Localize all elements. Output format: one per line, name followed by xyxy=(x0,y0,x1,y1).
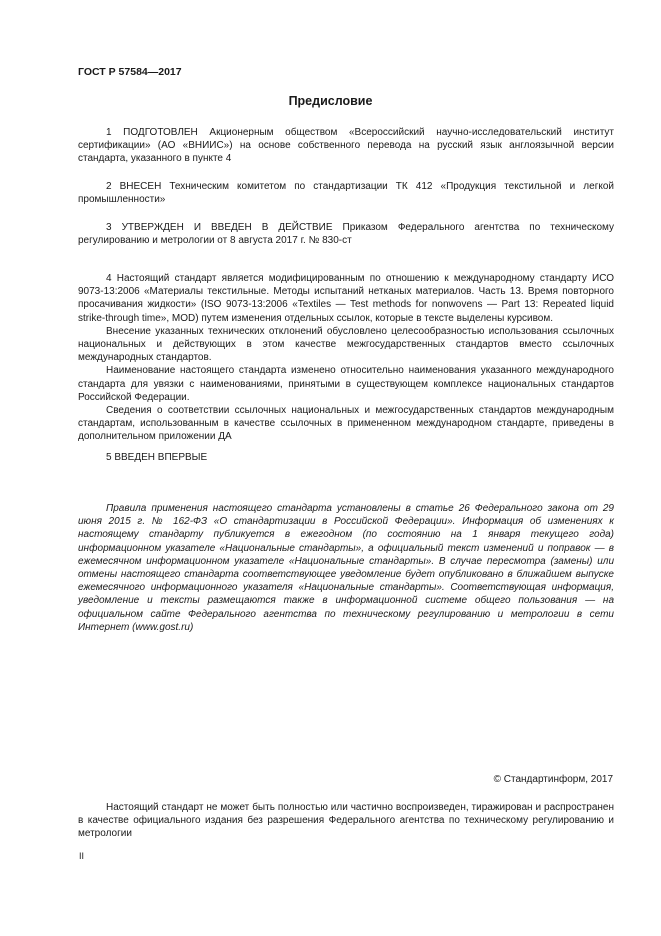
item-4-paragraph: Наименование настоящего стандарта изменено относительно наименования указанного международного стандарта для увязки с наименованиями, принятыми в существующем комплексе национальных стандартов Российской Федерации. xyxy=(78,365,614,403)
item-1-text: 1 ПОДГОТОВЛЕН Акционерным обществом «Всероссийский научно-исследовательский институт сертификации» (АО «ВНИИС») на основе собственного перевода на русский язык англоязычной версии стандарта, указанного в пункте 4 xyxy=(78,127,614,165)
item-2 xyxy=(78,180,614,206)
page-number: II xyxy=(79,851,85,861)
page-title: Предисловие xyxy=(288,94,373,108)
copyright: © Стандартинформ, 2017 xyxy=(493,774,613,785)
item-4-paragraph: Внесение указанных технических отклонений обусловлено целесообразностью использования ссылочных национальных и действующих в этом качестве межгосударственных стандартов вместо ссылочных международных стандартов. xyxy=(78,325,614,364)
item-5 xyxy=(78,451,614,464)
item-4 xyxy=(78,272,614,444)
application-notice: Правила применения настоящего стандарта установлены в статье 26 Федерального закона от 29 июня 2015 г. № 162-ФЗ «О стандартизации в Российской Федерации». Информация об изменениях к настоящему стандарту публикуется в ежегодном (по состоянию на 1 января текущего года) информационном указателе «Национальные стандарты», а официальный текст изменений и поправок — в ежемесячном информационном указателе «Национальные стандарты». В случае пересмотра (замены) или отмены настоящего стандарта соответствующее уведомление будет опубликовано в ближайшем выпуске ежемесячного информационного указателя «Национальные стандарты». Соответствующая информация, уведомление и тексты размещаются также в информационной системе общего пользования — на официальном сайте Федерального агентства по техническому регулированию и метрологии в сети Интернет (www.gost.ru) xyxy=(78,503,614,633)
item-3 xyxy=(78,221,614,247)
item-4-paragraph: 4 Настоящий стандарт является модифицированным по отношению к международному стандарту ИСО 9073-13:2006 «Материалы текстильные. Методы испытаний нетканых материалов. Часть 13. Время повторного просачивания жидкости» (ISO 9073-13:2006 «Textiles — Test methods for nonwovens — Part 13: Repeated liquid strike-through time», MOD) путем изменения отдельных ссылок, которые в тексте выделены курсивом. xyxy=(78,273,614,324)
item-5-text: 5 ВВЕДЕН ВПЕРВЫЕ xyxy=(106,452,208,463)
rights-notice: Настоящий стандарт не может быть полностью или частично воспроизведен, тиражирован и распространен в качестве официального издания без разрешения Федерального агентства по техническому регулированию и метрологии xyxy=(78,802,614,840)
item-4-paragraph: Сведения о соответствии ссылочных национальных и межгосударственных стандартов международным стандартам, использованным в качестве ссылочных в примененном международном стандарте, приведены в дополнительном приложении ДА xyxy=(78,405,614,443)
item-1 xyxy=(78,126,614,166)
item-3-text: 3 УТВЕРЖДЕН И ВВЕДЕН В ДЕЙСТВИЕ Приказом Федерального агентства по техническому регулированию и метрологии от 8 августа 2017 г. № 830-ст xyxy=(78,222,614,247)
standard-code: ГОСТ Р 57584—2017 xyxy=(78,66,182,78)
item-2-text: 2 ВНЕСЕН Техническим комитетом по стандартизации ТК 412 «Продукция текстильной и легкой промышленности» xyxy=(78,181,614,206)
